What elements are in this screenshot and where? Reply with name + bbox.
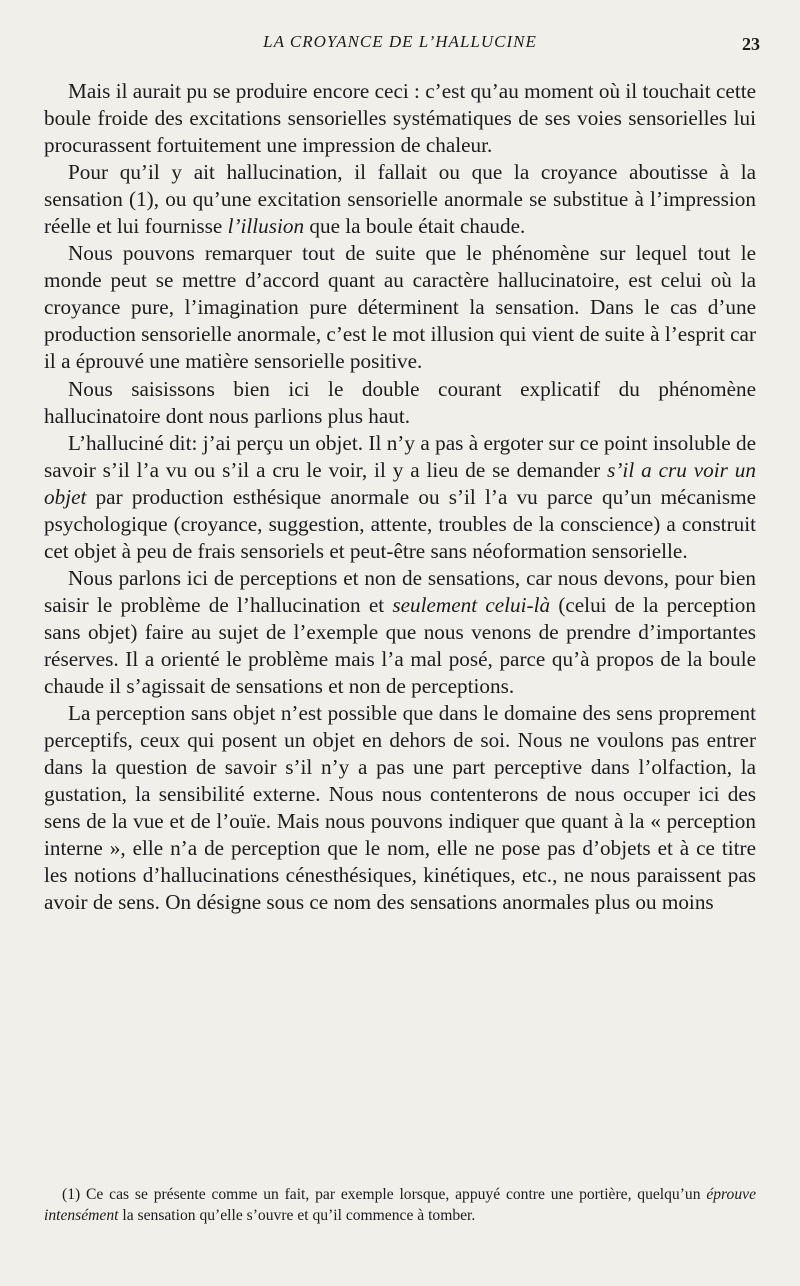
emphasis-text: éprouve intensément: [44, 1186, 756, 1224]
text-run: Nous pouvons remarquer tout de suite que le phénomène sur lequel tout le monde peut se mettre d’accord quant au caractère hallucinatoire, est celui où la croyance pure, l’imagination pure déterminent la sensation. Dans le cas d’une production sensorielle anormale, c’est le mot illusion qui vient de suite à l’esprit car il a éprouvé une matière sensorielle positive.: [44, 241, 756, 374]
running-title: LA CROYANCE DE L’HALLUCINE: [263, 32, 537, 51]
body-text: [44, 78, 756, 916]
running-head: [0, 32, 800, 56]
text-run: (1) Ce cas se présente comme un fait, par exemple lorsque, appuyé contre une portière, quelqu’un: [62, 1186, 707, 1203]
paragraph: [44, 78, 756, 159]
text-run: la sensation qu’elle s’ouvre et qu’il commence à tomber.: [118, 1206, 476, 1224]
footnotes: [44, 1185, 756, 1226]
emphasis-text: seulement celui-là: [392, 592, 551, 617]
text-run: La perception sans objet n’est possible que dans le domaine des sens proprement perceptifs, ceux qui posent un objet en dehors de soi. Nous ne voulons pas entrer dans la question de savoir s’il n’y a pas une part perceptive dans l’olfaction, la gustation, la sensibilité externe. Nous nous contenterons de nous occuper ici des sens de la vue et de l’ouïe. Mais nous pouvons indiquer que quant à la « perception interne », elle n’a de perception que le nom, elle ne pose pas d’objets et à ce titre les notions d’hallucinations cénesthésiques, kinétiques, etc., ne nous paraissent pas avoir de sens. On désigne sous ce nom des sensations anormales plus ou moins: [44, 701, 756, 915]
text-run: Pour qu’il y ait hallucination, il fallait ou que la croyance aboutisse à la sensation (1), ou qu’une excitation sensorielle anormale se substitue à l’impression réelle et lui fournisse: [44, 160, 756, 239]
text-run: L’halluciné dit: j’ai perçu un objet. Il n’y a pas à ergoter sur ce point insoluble de savoir s’il l’a vu ou s’il a cru le voir, il y a lieu de se demander: [44, 430, 756, 482]
text-run: (celui de la perception sans objet) faire au sujet de l’exemple que nous venons de prendre d’importantes réserves. Il a orienté le problème mais l’a mal posé, parce qu’à propos de la boule chaude il s’agissait de sensations et non de perceptions.: [44, 592, 756, 699]
paragraph: [44, 240, 756, 375]
paragraph: [44, 430, 756, 565]
text-run: par production esthésique anormale ou s’il l’a vu parce qu’un mécanisme psychologique (croyance, suggestion, attente, troubles de la conscience) a construit cet objet à peu de frais sensoriels et peut-être sans néoformation sensorielle.: [44, 484, 756, 563]
text-run: que la boule était chaude.: [304, 214, 526, 239]
emphasis-text: s’il a cru voir un objet: [44, 457, 756, 509]
paragraph: [44, 700, 756, 916]
text-run: Mais il aurait pu se produire encore ceci : c’est qu’au moment où il touchait cette boule froide des excitations sensorielles systématiques de ses voies sensorielles lui procurassent fortuitement une impression de chaleur.: [44, 79, 756, 158]
emphasis-text: l’illusion: [227, 214, 305, 239]
paragraph: [44, 376, 756, 430]
footnote: [44, 1185, 756, 1226]
text-run: Nous parlons ici de perceptions et non de sensations, car nous devons, pour bien saisir le problème de l’hallucination et: [44, 565, 756, 617]
text-run: Nous saisissons bien ici le double courant explicatif du phénomène hallucinatoire dont nous parlions plus haut.: [44, 376, 756, 428]
page-number: 23: [742, 34, 760, 54]
paragraph: [44, 159, 756, 240]
paragraph: [44, 565, 756, 700]
